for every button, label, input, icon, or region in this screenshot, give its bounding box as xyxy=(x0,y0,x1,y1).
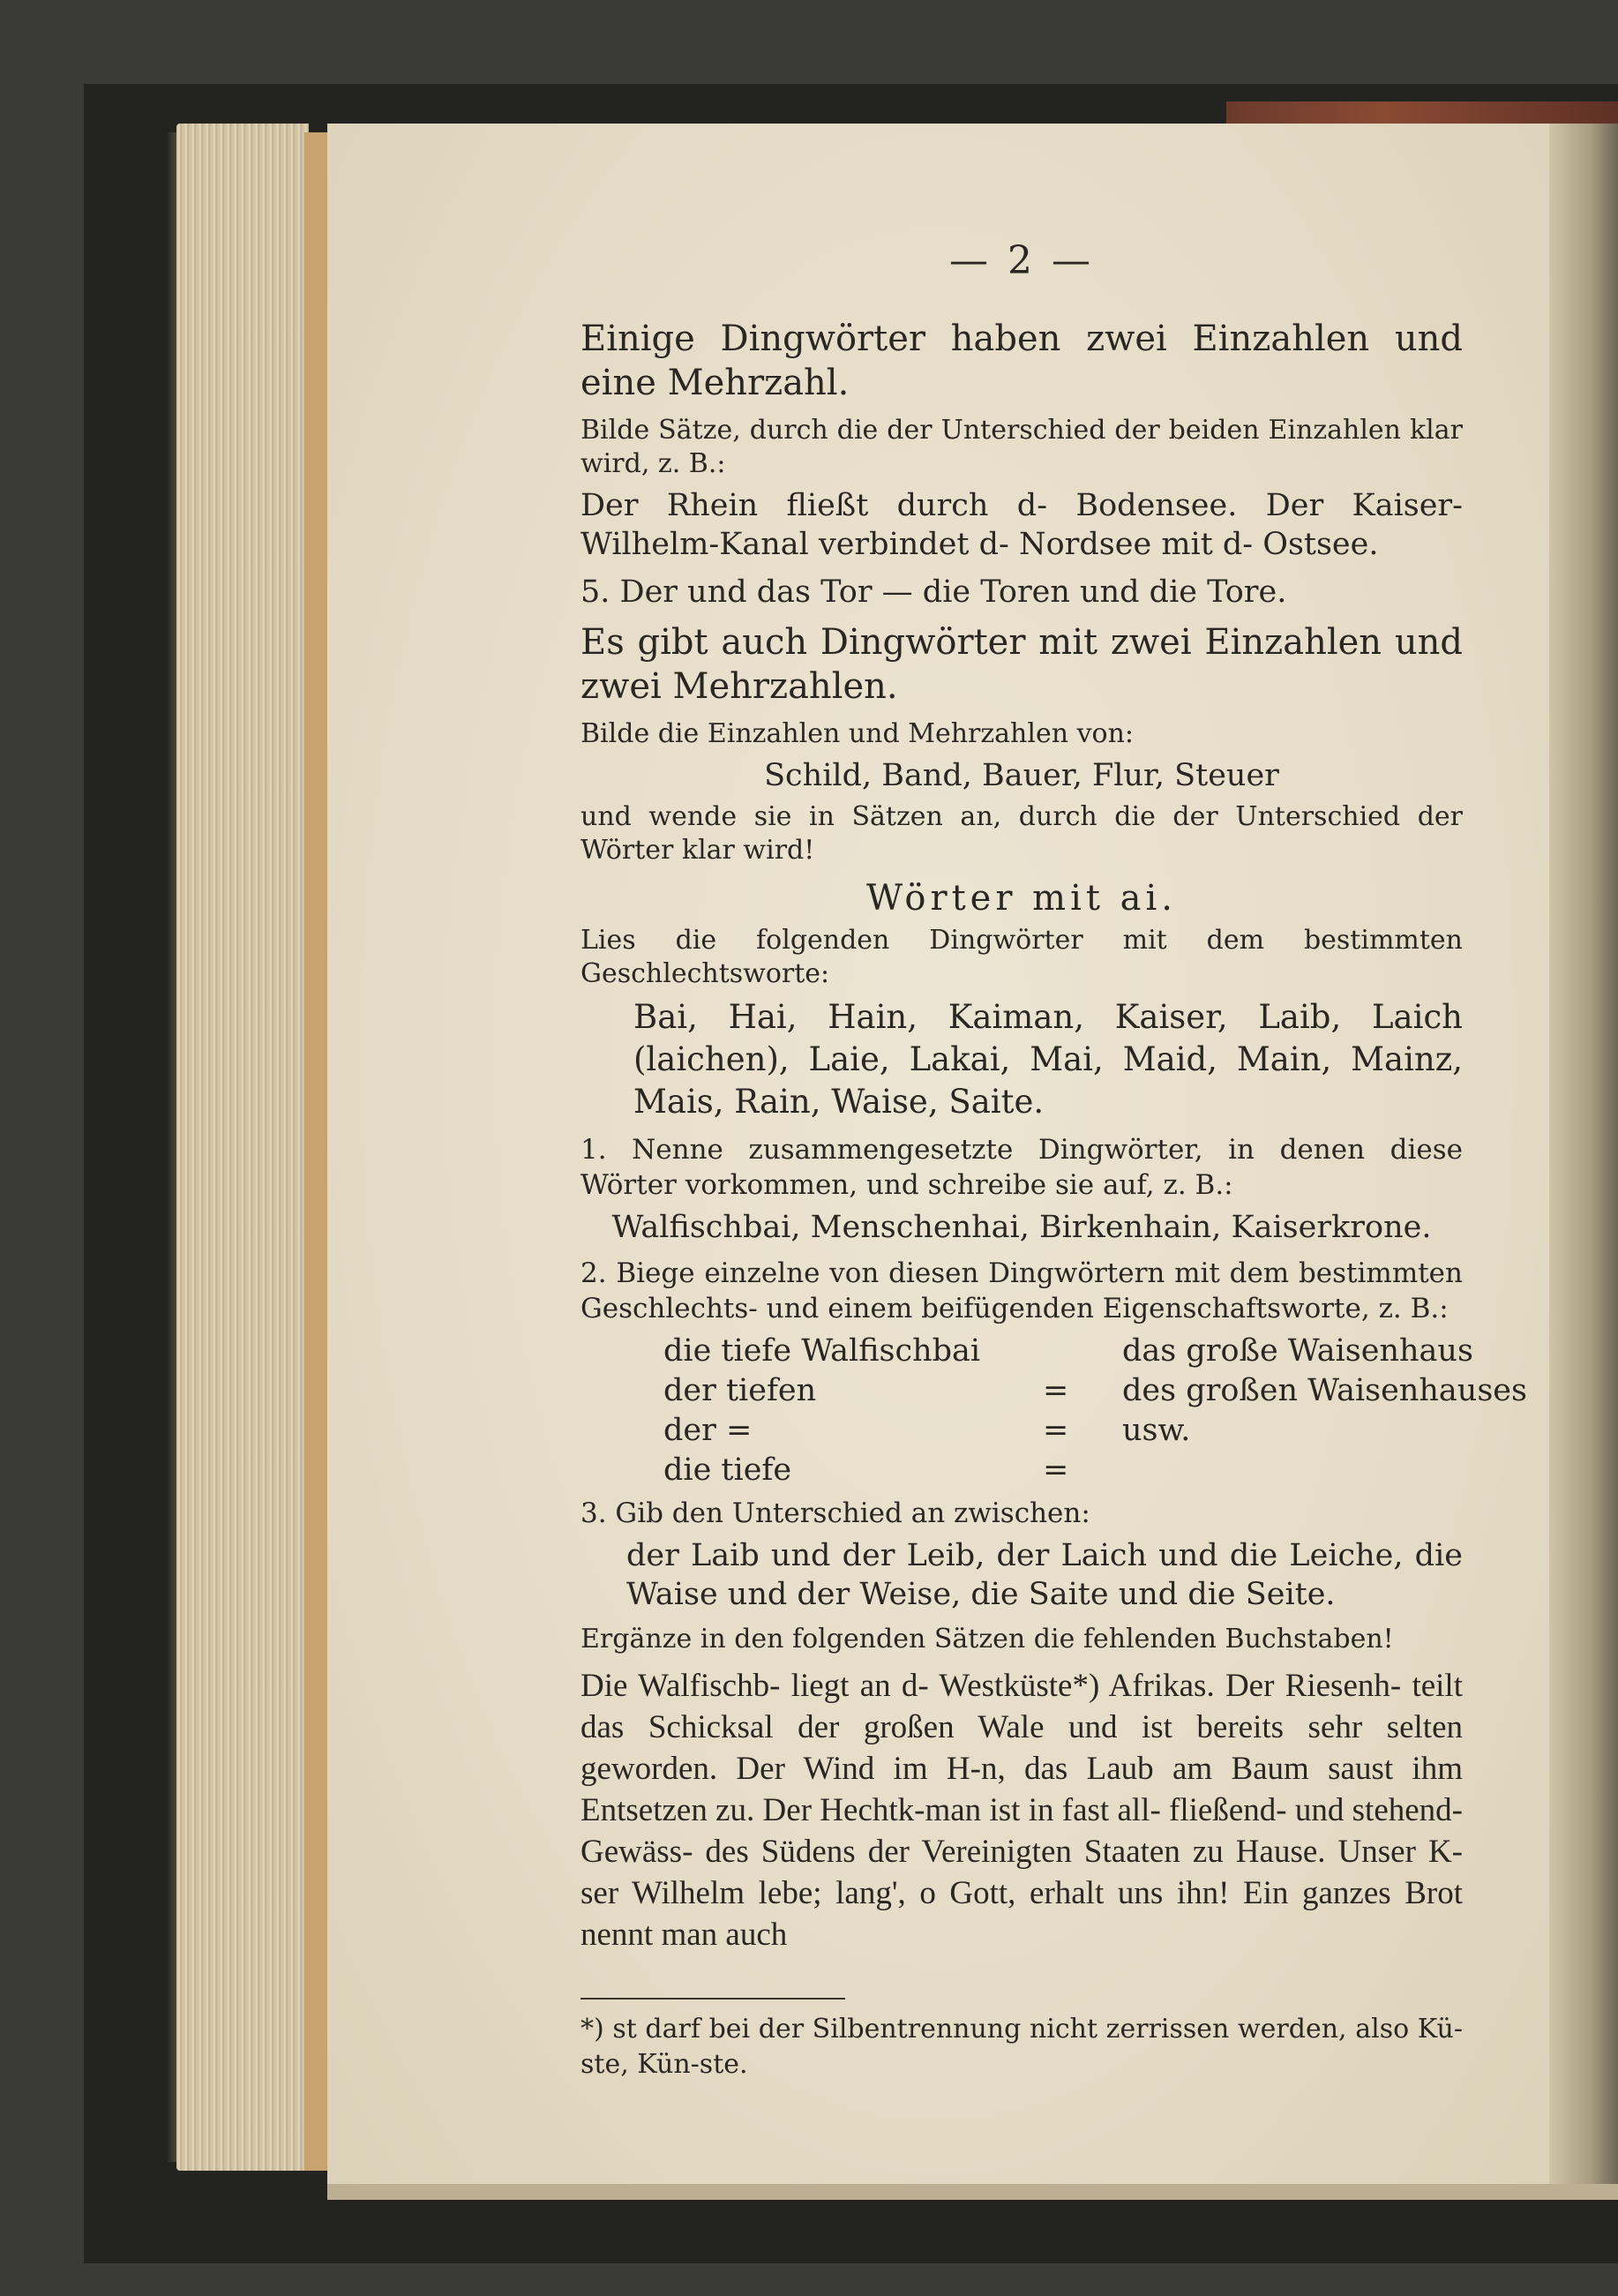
instruction: Ergänze in den folgenden Sätzen die fehlenden Buchstaben! xyxy=(581,1624,1394,1654)
exercise-text: Die Walfischb- liegt an d- Westküste*) Afrikas. Der Riesenh- teilt das Schicksal der großen Wale und ist bereits sehr selten geworden. Der Wind im H-n, das Laub am Baum saust ihm Entsetzen zu. Der Hechtk-man ist in fast all- fließend- und stehend- Gewäss- des Südens der Vereinigten Staaten zu Hause. Unser K-ser Wilhelm lebe; lang', o Gott, erhalt uns ihn! Ein ganzes Brot nennt man auch xyxy=(581,1668,1463,1953)
section-heading: Wörter mit ai. xyxy=(865,878,1178,919)
example-words: Walfischbai, Menschenhai, Birkenhain, Kaiserkrone. xyxy=(611,1210,1432,1245)
table-cell: das große Waisenhaus xyxy=(1122,1333,1473,1369)
exercise-1: 1. Nenne zusammengesetzte Dingwörter, in denen diese Wörter vorkommen, und schreibe sie auf, z. B.: xyxy=(581,1134,1463,1201)
page-edges xyxy=(176,124,309,2171)
exercise-2: 2. Biege einzelne von diesen Dingwörtern mit dem bestimmten Geschlechts- und einem beifügenden Eigenschaftsworte, z. B.: xyxy=(581,1257,1463,1324)
page-bottom-edge xyxy=(327,2184,1618,2200)
page-number: — 2 — xyxy=(949,238,1094,283)
table-cell: usw. xyxy=(1122,1413,1191,1448)
word-pairs: der Laib und der Leib, der Laich und die Leiche, die Waise und der Weise, die Saite und die Seite. xyxy=(626,1538,1463,1612)
word-list: Bai, Hai, Hain, Kaiman, Kaiser, Laib, Laich (laichen), Laie, Lakai, Mai, Maid, Main, Mainz, Mais, Rain, Waise, Saite. xyxy=(633,998,1463,1121)
word-list: Schild, Band, Bauer, Flur, Steuer xyxy=(764,758,1279,793)
table-cell: der = xyxy=(663,1413,753,1448)
table-cell: der tiefen xyxy=(663,1373,817,1408)
paragraph: Der Rhein fließt durch d- Bodensee. Der Kaiser-Wilhelm-Kanal verbindet d- Nordsee mit d- Ostsee. xyxy=(581,488,1463,562)
exercise-3: 3. Gib den Unterschied an zwischen: xyxy=(581,1497,1090,1529)
instruction: Bilde die Einzahlen und Mehrzahlen von: xyxy=(581,718,1135,749)
instruction: und wende sie in Sätzen an, durch die der Unterschied der Wörter klar wird! xyxy=(581,801,1463,866)
table-cell: die tiefe xyxy=(663,1452,792,1488)
table-cell: = xyxy=(1043,1452,1069,1488)
declension-table xyxy=(663,1332,1527,1490)
paragraph: Einige Dingwörter haben zwei Einzahlen und eine Mehrzahl. xyxy=(581,319,1463,403)
table-cell: = xyxy=(1043,1413,1069,1448)
page-content xyxy=(581,238,1527,2082)
table-cell xyxy=(1043,1332,1122,1371)
page-right-shadow xyxy=(1549,124,1618,2184)
footnote: *) st darf bei der Silbentrennung nicht zerrissen werden, also Kü-ste, Kün-ste. xyxy=(581,2014,1463,2080)
paragraph: Es gibt auch Dingwörter mit zwei Einzahlen und zwei Mehrzahlen. xyxy=(581,622,1463,707)
table-cell xyxy=(1122,1451,1546,1490)
footnote-rule xyxy=(581,1998,845,2000)
table-cell: des großen Waisenhauses xyxy=(1122,1373,1527,1408)
table-cell: = xyxy=(1043,1373,1069,1408)
table-cell: die tiefe Walfischbai xyxy=(663,1333,981,1369)
section-5: 5. Der und das Tor — die Toren und die Tore. xyxy=(581,574,1287,610)
instruction: Lies die folgenden Dingwörter mit dem bestimmten Geschlechtsworte: xyxy=(581,925,1463,989)
spine-strip xyxy=(304,132,327,2171)
instruction: Bilde Sätze, durch die der Unterschied der beiden Einzahlen klar wird, z. B.: xyxy=(581,415,1463,479)
